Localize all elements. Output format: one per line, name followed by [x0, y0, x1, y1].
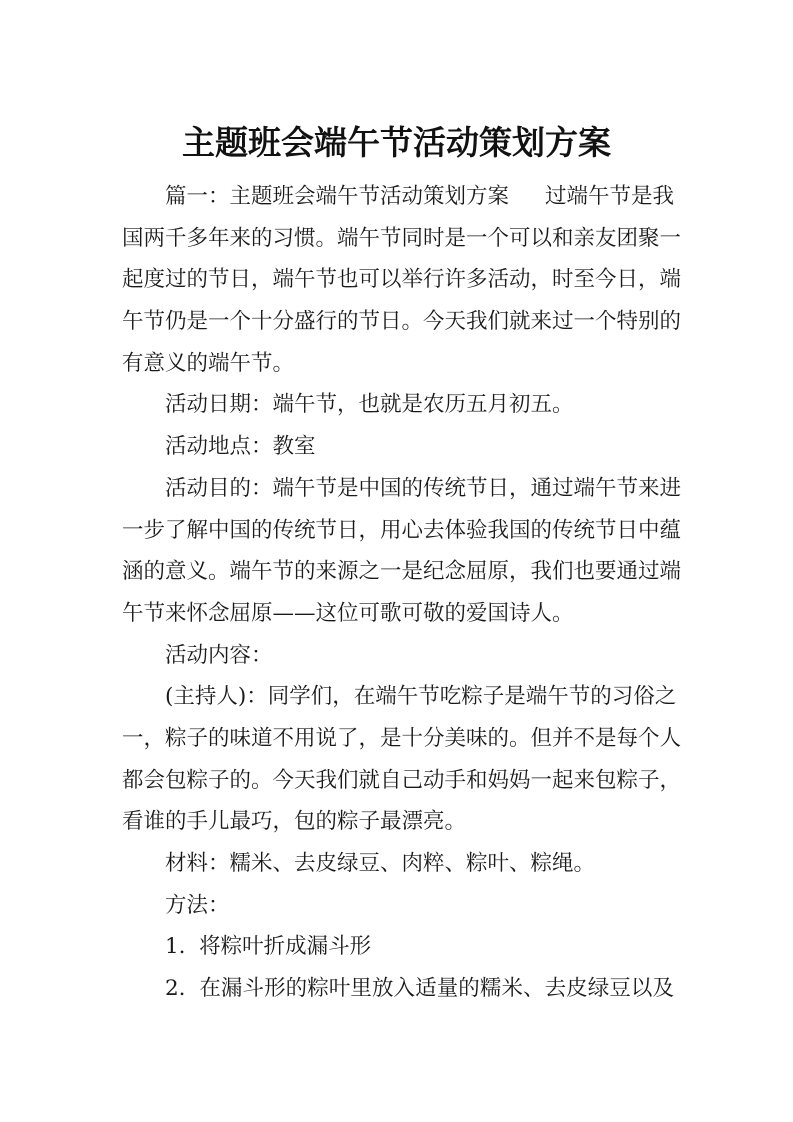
method-step: 1. 将粽叶折成漏斗形: [165, 934, 372, 960]
method-step: 2. 在漏斗形的粽叶里放入适量的糯米、去皮绿豆以及: [165, 976, 674, 1002]
host-line: (主持人)：同学们，在端午节吃粽子是端午节的习俗之: [165, 684, 677, 710]
purpose-line: 午节来怀念屈原——这位可歌可敬的爱国诗人。: [122, 600, 574, 626]
materials-line: 材料：糯米、去皮绿豆、肉粹、粽叶、粽绳。: [165, 851, 596, 876]
intro-lead: 篇一：主题班会端午节活动策划方案: [165, 184, 510, 209]
intro-line: 国两千多年来的习惯。端午节同时是一个可以和亲友团聚一: [122, 225, 682, 251]
purpose-line: 一步了解中国的传统节日，用心去体验我国的传统节日中蕴: [122, 517, 682, 543]
activity-content-label: 活动内容：: [165, 642, 273, 668]
intro-line: 有意义的端午节。: [122, 350, 295, 376]
method-label: 方法：: [165, 892, 230, 918]
purpose-line: 活动目的：端午节是中国的传统节日，通过端午节来进: [165, 475, 682, 501]
activity-date: 活动日期：端午节，也就是农历五月初五。: [165, 392, 574, 418]
host-line: 都会包粽子的。今天我们就自己动手和妈妈一起来包粽子，: [122, 767, 682, 793]
host-line: 看谁的手儿最巧，包的粽子最漂亮。: [122, 809, 467, 835]
purpose-line: 涵的意义。端午节的来源之一是纪念屈原，我们也要通过端: [122, 559, 682, 585]
document-title: 主题班会端午节活动策划方案: [182, 123, 611, 162]
intro-line: 午节仍是一个十分盛行的节日。今天我们就来过一个特别的: [122, 309, 682, 335]
intro-first-line: [122, 176, 674, 218]
document-body: [122, 176, 682, 1010]
host-line: 一，粽子的味道不用说了，是十分美味的。但并不是每个人: [122, 725, 682, 751]
activity-place: 活动地点：教室: [165, 434, 316, 460]
intro-line-0: 过端午节是我: [545, 184, 675, 209]
intro-line: 起度过的节日，端午节也可以举行许多活动，时至今日，端: [122, 267, 682, 293]
